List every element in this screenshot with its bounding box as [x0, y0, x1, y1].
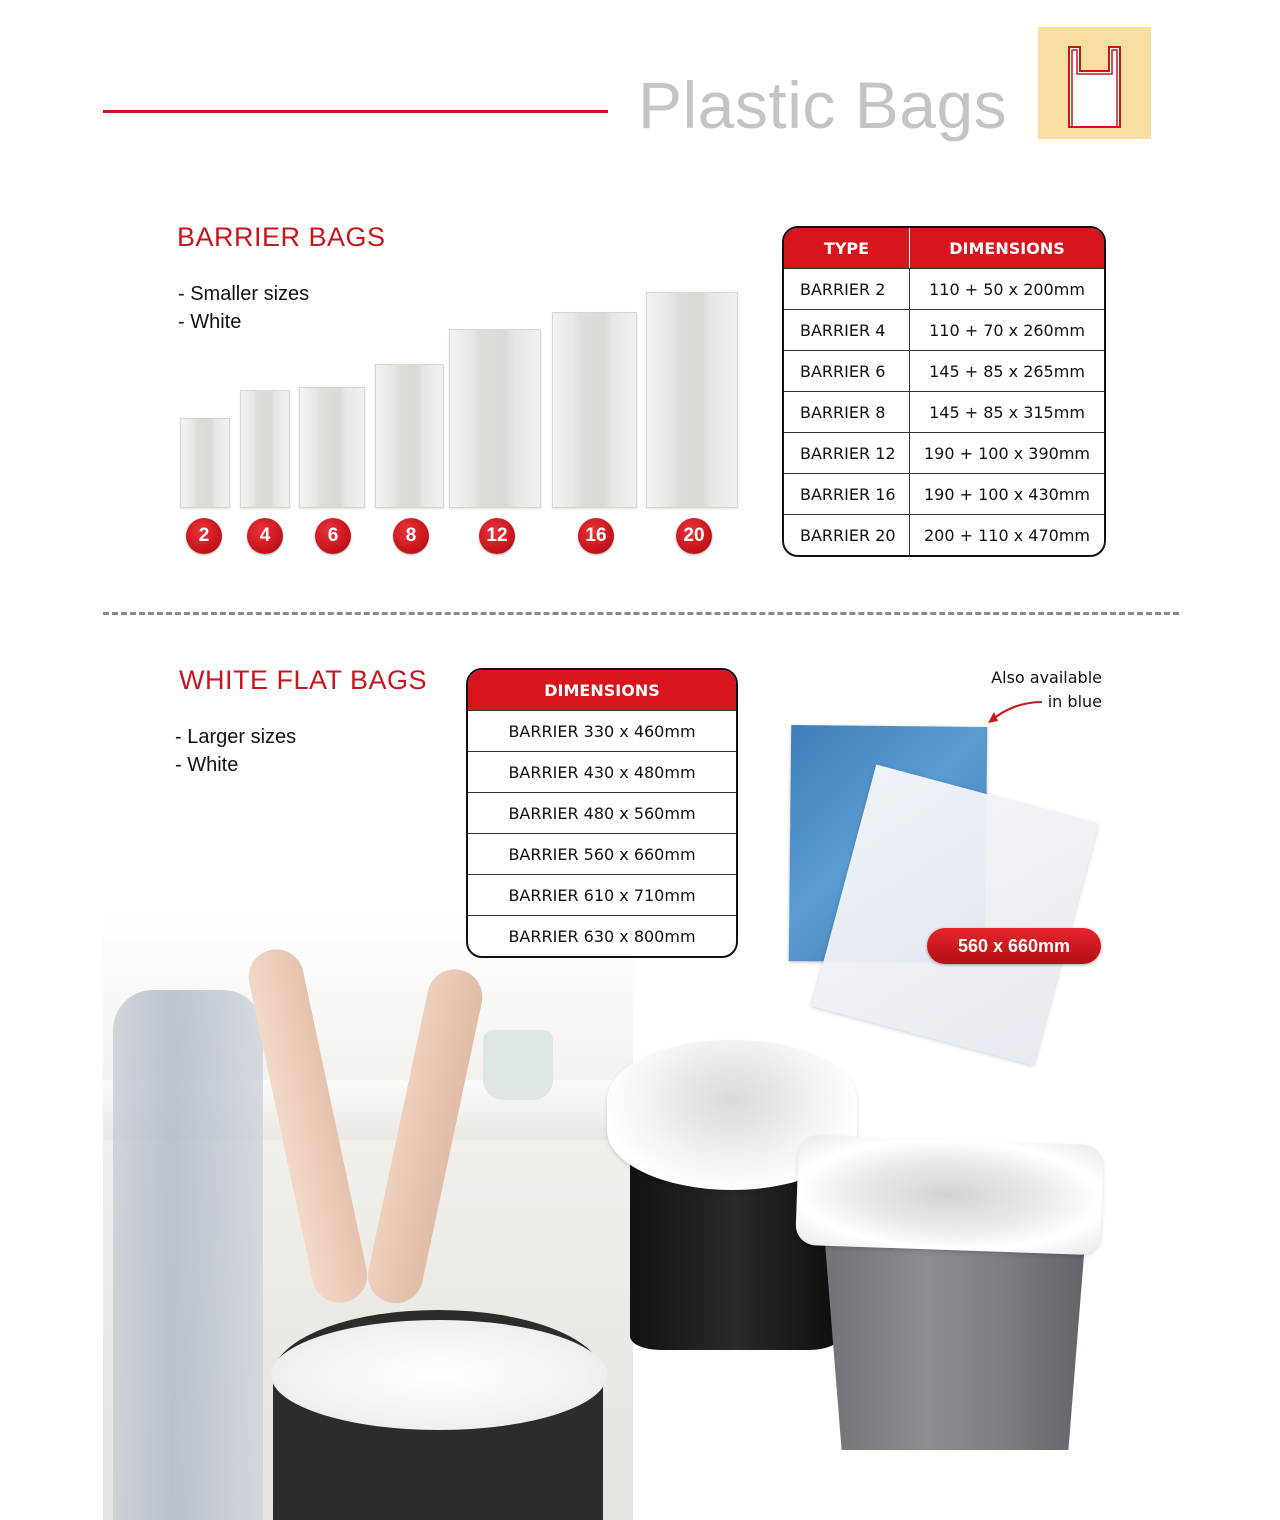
type-cell: BARRIER 20 [784, 515, 910, 555]
barrier-bag-16-image [552, 312, 637, 508]
flat-feature-list [175, 723, 296, 779]
column-header-dimensions: DIMENSIONS [544, 680, 660, 700]
table-row [468, 915, 736, 956]
table-row [784, 432, 1104, 473]
size-badge-12: 12 [479, 518, 515, 554]
table-row [468, 792, 736, 833]
table-row [784, 514, 1104, 555]
dimensions-cell: BARRIER 610 x 710mm [508, 885, 696, 905]
type-cell: BARRIER 12 [784, 433, 910, 473]
table-row [468, 710, 736, 751]
size-badge-20: 20 [676, 518, 712, 554]
dimensions-cell: BARRIER 630 x 800mm [508, 926, 696, 946]
blue-note-line-2: in blue [1047, 692, 1102, 711]
dimensions-cell: 200 + 110 x 470mm [923, 525, 1090, 545]
grey-bin-liner [795, 1135, 1104, 1256]
barrier-bags-title: BARRIER BAGS [177, 222, 386, 252]
white-flat-bags-title: WHITE FLAT BAGS [179, 665, 428, 695]
type-cell: BARRIER 8 [784, 392, 910, 432]
dimensions-cell: BARRIER 560 x 660mm [508, 844, 696, 864]
dimensions-cell: 145 + 85 x 265mm [929, 361, 1085, 381]
barrier-bag-8-image [375, 364, 444, 508]
barrier-bag-4-image [240, 390, 290, 508]
barrier-bag-12-image [449, 329, 541, 508]
flat-feature-sizes: - Larger sizes [175, 726, 297, 748]
type-cell: BARRIER 6 [784, 351, 910, 391]
dimensions-cell: BARRIER 480 x 560mm [508, 803, 696, 823]
column-header-dimensions: DIMENSIONS [949, 238, 1065, 258]
dimensions-cell: 110 + 70 x 260mm [929, 320, 1085, 340]
blue-note-line-1: Also available [991, 668, 1102, 687]
size-badge-16: 16 [578, 518, 614, 554]
size-badge-2: 2 [186, 518, 222, 554]
barrier-bag-2-image [180, 418, 230, 508]
dimensions-cell: 145 + 85 x 315mm [929, 402, 1085, 422]
table-row [468, 833, 736, 874]
table-header [468, 670, 736, 710]
flat-dimensions-table [466, 668, 738, 958]
plant-pot [483, 1030, 553, 1100]
header-rule [103, 110, 608, 113]
barrier-feature-color: - White [178, 311, 242, 333]
table-row [784, 268, 1104, 309]
vest-bag-icon-graphic [1038, 27, 1151, 139]
barrier-bag-6-image [299, 387, 365, 508]
dimensions-cell: 190 + 100 x 390mm [923, 443, 1090, 463]
size-badge-8: 8 [393, 518, 429, 554]
barrier-dimensions-table [782, 226, 1106, 557]
section-divider [103, 612, 1179, 615]
table-row [784, 309, 1104, 350]
type-cell: BARRIER 4 [784, 310, 910, 350]
size-badge-4: 4 [247, 518, 283, 554]
dimensions-cell: BARRIER 330 x 460mm [508, 721, 696, 741]
table-row [784, 350, 1104, 391]
barrier-feature-sizes: - Smaller sizes [178, 283, 310, 305]
barrier-bag-20-image [646, 292, 738, 508]
table-row [784, 473, 1104, 514]
vest-bag-icon [1038, 27, 1151, 139]
person-legs [113, 990, 263, 1520]
type-cell: BARRIER 16 [784, 474, 910, 514]
curved-arrow-icon [984, 696, 1046, 726]
column-header-type: TYPE [784, 228, 910, 268]
table-row [468, 751, 736, 792]
dimensions-cell: 190 + 100 x 430mm [923, 484, 1090, 504]
type-cell: BARRIER 2 [784, 269, 910, 309]
flat-bag-size-badge: 560 x 660mm [927, 928, 1101, 964]
table-row [468, 874, 736, 915]
size-badge-6: 6 [315, 518, 351, 554]
photo-bin-liner [271, 1320, 607, 1430]
dimensions-cell: BARRIER 430 x 480mm [508, 762, 696, 782]
table-header [784, 228, 1104, 268]
table-row [784, 391, 1104, 432]
barrier-feature-list [178, 280, 309, 336]
dimensions-cell: 110 + 50 x 200mm [929, 279, 1085, 299]
page-title: Plastic Bags [638, 68, 1008, 142]
person-lining-bin-photo [103, 910, 633, 1520]
flat-feature-color: - White [175, 754, 239, 776]
